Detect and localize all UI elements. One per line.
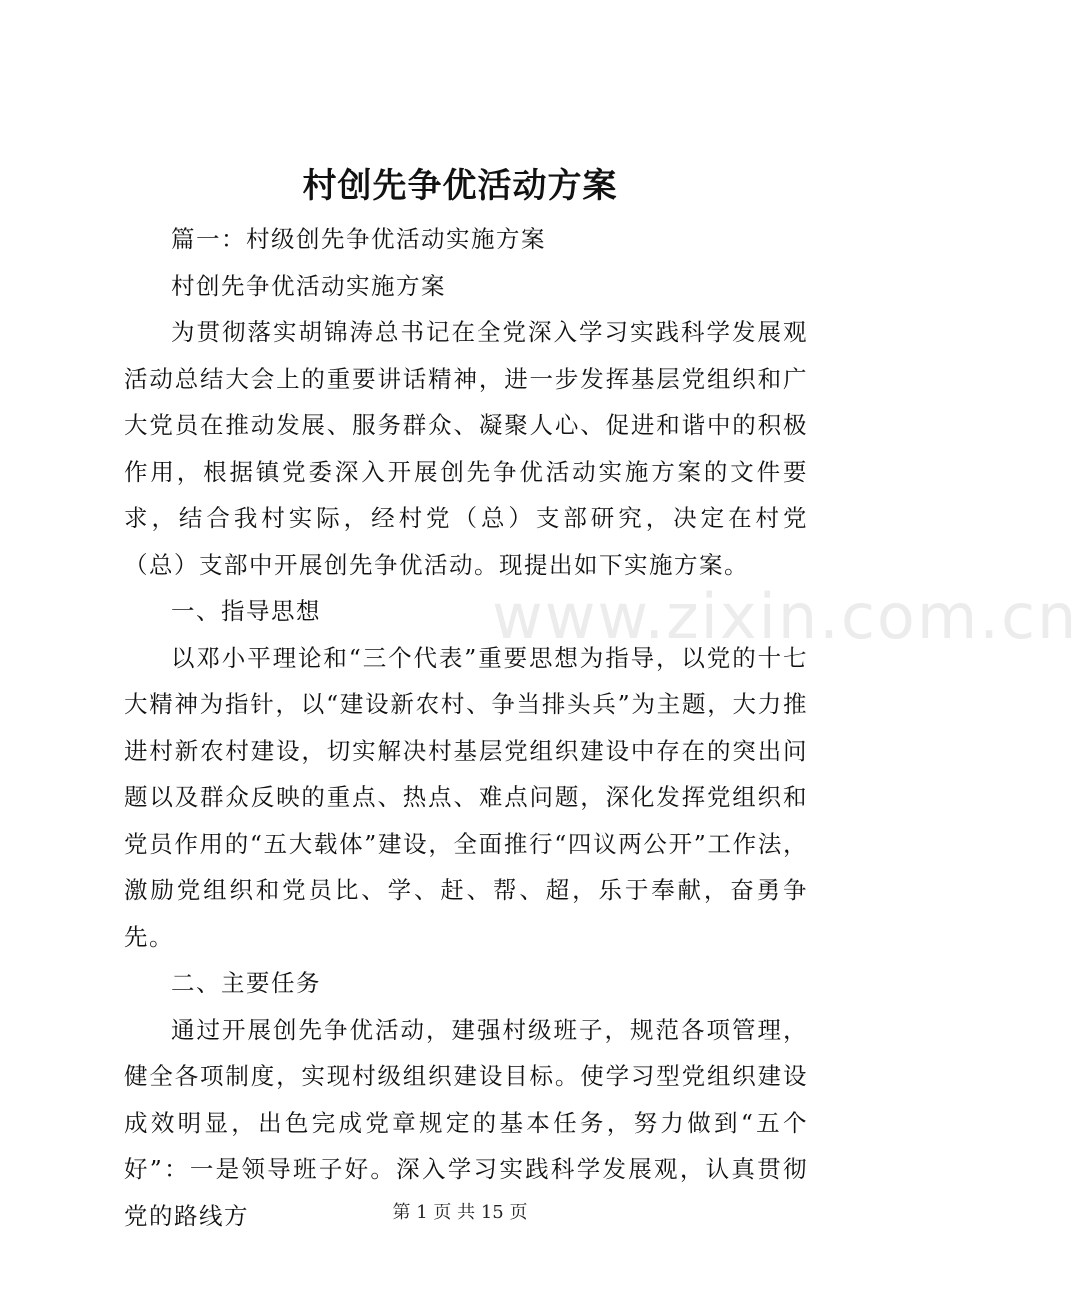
paragraph-subtitle: 村创先争优活动实施方案 (171, 271, 446, 300)
paragraph-intro: 为贯彻落实胡锦涛总书记在全党深入学习实践科学发展观活动总结大会上的重要讲话精神，进一步发挥基层党组织和广大党员在推动发展、服务群众、凝聚人心、促进和谐中的积极作用，根据镇党委深入开展创先争优活动实施方案的文件要求，结合我村实际，经村党（总）支部研究，决定在村党（总）支部中开展创先争优活动。现提出如下实施方案。 (124, 318, 808, 579)
paragraph-heading-part-one: 篇一：村级创先争优活动实施方案 (171, 225, 546, 253)
document-body (124, 216, 808, 1239)
paragraph-guiding-thought: 以邓小平理论和“三个代表”重要思想为指导，以党的十七大精神为指针，以“建设新农村、争当排头兵”为主题，大力推进村新农村建设，切实解决村基层党组织建设中存在的突出问题以及群众反映的重点、热点、难点问题，深化发挥党组织和党员作用的“五大载体”建设，全面推行“四议两公开”工作法，激励党组织和党员比、学、赶、帮、超，乐于奉献，奋勇争先。 (124, 643, 808, 951)
page-number-footer: 第 1 页 共 15 页 (392, 1202, 528, 1223)
document-title: 村创先争优活动方案 (302, 166, 618, 206)
paragraph-main-tasks: 通过开展创先争优活动，建强村级班子，规范各项管理，健全各项制度，实现村级组织建设目标。使学习型党组织建设成效明显，出色完成党章规定的基本任务，努力做到“五个好”：一是领导班子好。深入学习实践科学发展观，认真贯彻党的路线方 (124, 1015, 808, 1230)
watermark: www.zixin.com.cn (492, 580, 1078, 653)
section-heading-guiding-thought: 一、指导思想 (171, 597, 321, 625)
section-heading-main-tasks: 二、主要任务 (171, 969, 321, 997)
